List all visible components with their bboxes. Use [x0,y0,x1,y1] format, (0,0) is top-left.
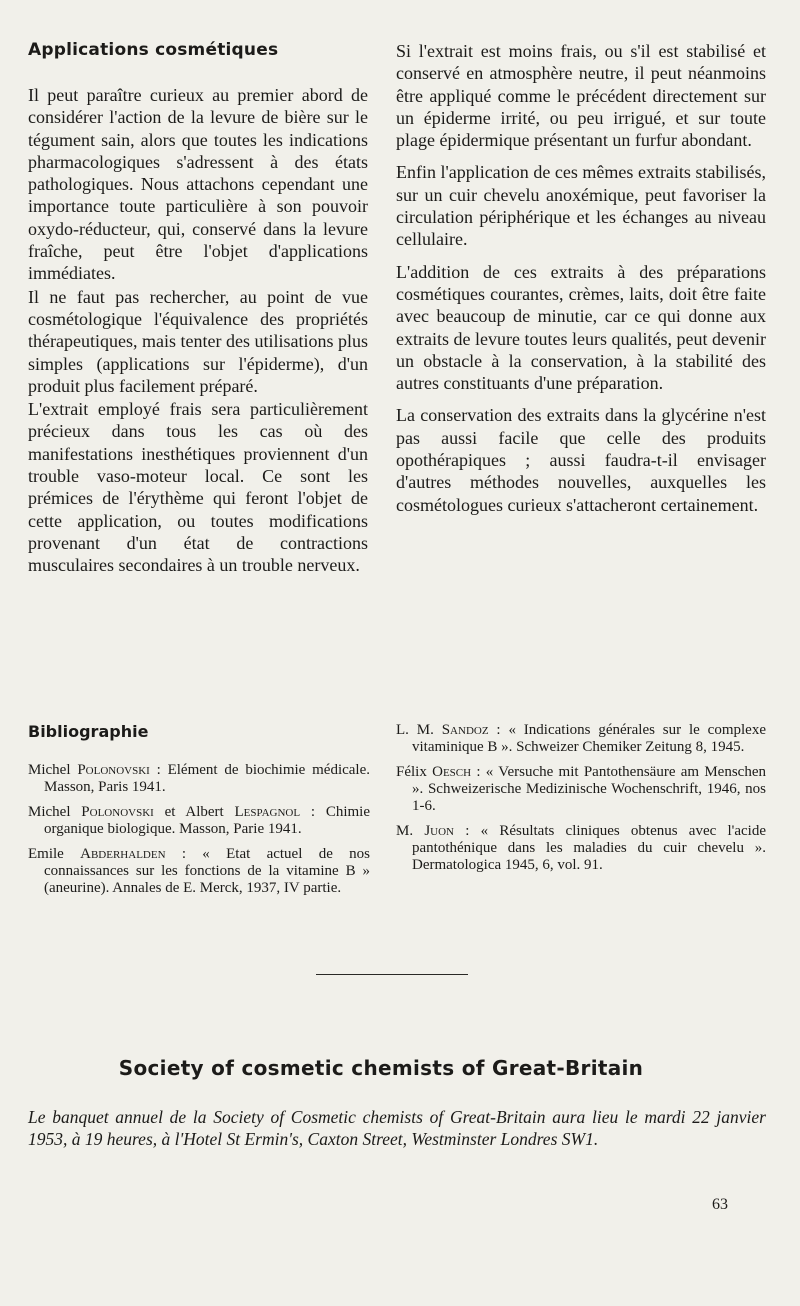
right-paragraph-2: Enfin l'application de ces mêmes extraits stabilisés, sur un cuir chevelu anoxémique, peut favoriser la circulation périphérique et les échanges au niveau cellulaire. [396,162,766,250]
bibliography-entry [396,823,766,874]
section-heading-applications: Applications cosmétiques [28,40,279,60]
reference-text: : « Etat actuel de nos connaissances sur les fonctions de la vitamine B » (aneurine). Annales de E. Merck, 1937, IV partie. [44,846,370,896]
author-first-name: Michel [28,804,71,820]
author-first-name: Emile [28,846,64,862]
bibliography-left-list [28,762,370,905]
left-paragraph-1: Il peut paraître curieux au premier abord de considérer l'action de la levure de bière sur le tégument sain, alors que toutes les indications pharmacologiques s'adressent à des états pathologiques. Nous attachons cependant une importance toute particulière à son pouvoir oxydo-réducteur, qui, conservé dans la levure fraîche, peut être l'objet d'applications immédiates. [28,85,368,284]
page-number: 63 [712,1196,728,1213]
bibliography-entry [396,764,766,815]
society-title: Society of cosmetic chemists of Great-Britain [118,1056,644,1080]
right-paragraph-1: Si l'extrait est moins frais, ou s'il est stabilisé et conservé en atmosphère neutre, il peut néanmoins être appliqué comme le précédent directement sur un épiderme irrité, ou peu irrigué, et sur toute plage épidermique présentant un furfur abondant. [396,41,766,151]
coauthor-join: et Albert [153,804,235,820]
right-paragraph-3: L'addition de ces extraits à des préparations cosmétiques courantes, crèmes, laits, doit être faite avec beaucoup de minutie, car ce qui donne aux extraits de levure toutes leurs qualités, peut devenir un obstacle à la conservation, à la stabilité des autres constituants d'une préparation. [396,261,766,394]
author-surname: Polonovski [81,804,154,820]
society-announcement: Le banquet annuel de la Society of Cosmetic chemists of Great-Britain aura lieu le mardi 22 janvier 1953, à 19 heures, à l'Hotel St Ermin's, Caxton Street, Westminster Londres SW1. [28,1107,766,1149]
author-first-name: M. [396,823,414,839]
author-first-name: Félix [396,764,427,780]
reference-text: : Chimie organique biologique. Masson, Parie 1941. [44,804,370,837]
left-column-body [28,84,368,577]
bibliography-entry [28,846,370,897]
bibliography-entry [396,722,766,756]
bibliography-heading: Bibliographie [28,722,149,741]
bibliography-entry [28,762,370,796]
bibliography-right-list [396,722,766,882]
bibliography-entry [28,804,370,838]
reference-text: : « Versuche mit Pantothensäure am Menschen ». Schweizerische Medizinische Wochenschrift, 1946, nos 1-6. [412,764,766,814]
reference-text: : « Résultats cliniques obtenus avec l'acide pantothénique dans les maladies du cuir chevelu ». Dermatologica 1945, 6, vol. 91. [412,823,767,873]
section-divider [316,974,468,975]
left-paragraph-3: L'extrait employé frais sera particulièrement précieux dans tous les cas où des manifestations inesthétiques proviennent d'un trouble vaso-moteur local. Ce sont les prémices de l'érythème qui feront l'objet de cette application, ou toutes modifications provenant d'un état de contractions musculaires secondaires à un trouble nerveux. [28,399,368,576]
right-paragraph-4: La conservation des extraits dans la glycérine n'est pas aussi facile que celle des produits opothérapiques ; aussi faudra-t-il envisager d'autres méthodes nouvelles, auxquelles les cosmétologues curieux s'attacheront certainement. [396,405,766,515]
coauthor-surname: Lespagnol [234,804,301,820]
author-surname: Abderhalden [80,846,166,862]
author-surname: Sandoz [441,722,489,738]
left-paragraph-2: Il ne faut pas rechercher, au point de vue cosmétologique l'équivalence des propriétés thérapeutiques, mais tenter des utilisations plus simples (applications sur l'épiderme), d'un produit plus facilement préparé. [28,286,368,396]
author-surname: Oesch [432,764,472,780]
author-first-name: Michel [28,762,71,778]
reference-text: : « Indications générales sur le complexe vitaminique B ». Schweizer Chemiker Zeitung 8, 1945. [412,722,766,755]
author-first-name: L. M. [396,722,434,738]
reference-text: : Elément de biochimie médicale. Masson, Paris 1941. [44,762,370,795]
author-surname: Juon [424,823,454,839]
author-surname: Polonovski [77,762,150,778]
right-column-body [396,40,766,516]
